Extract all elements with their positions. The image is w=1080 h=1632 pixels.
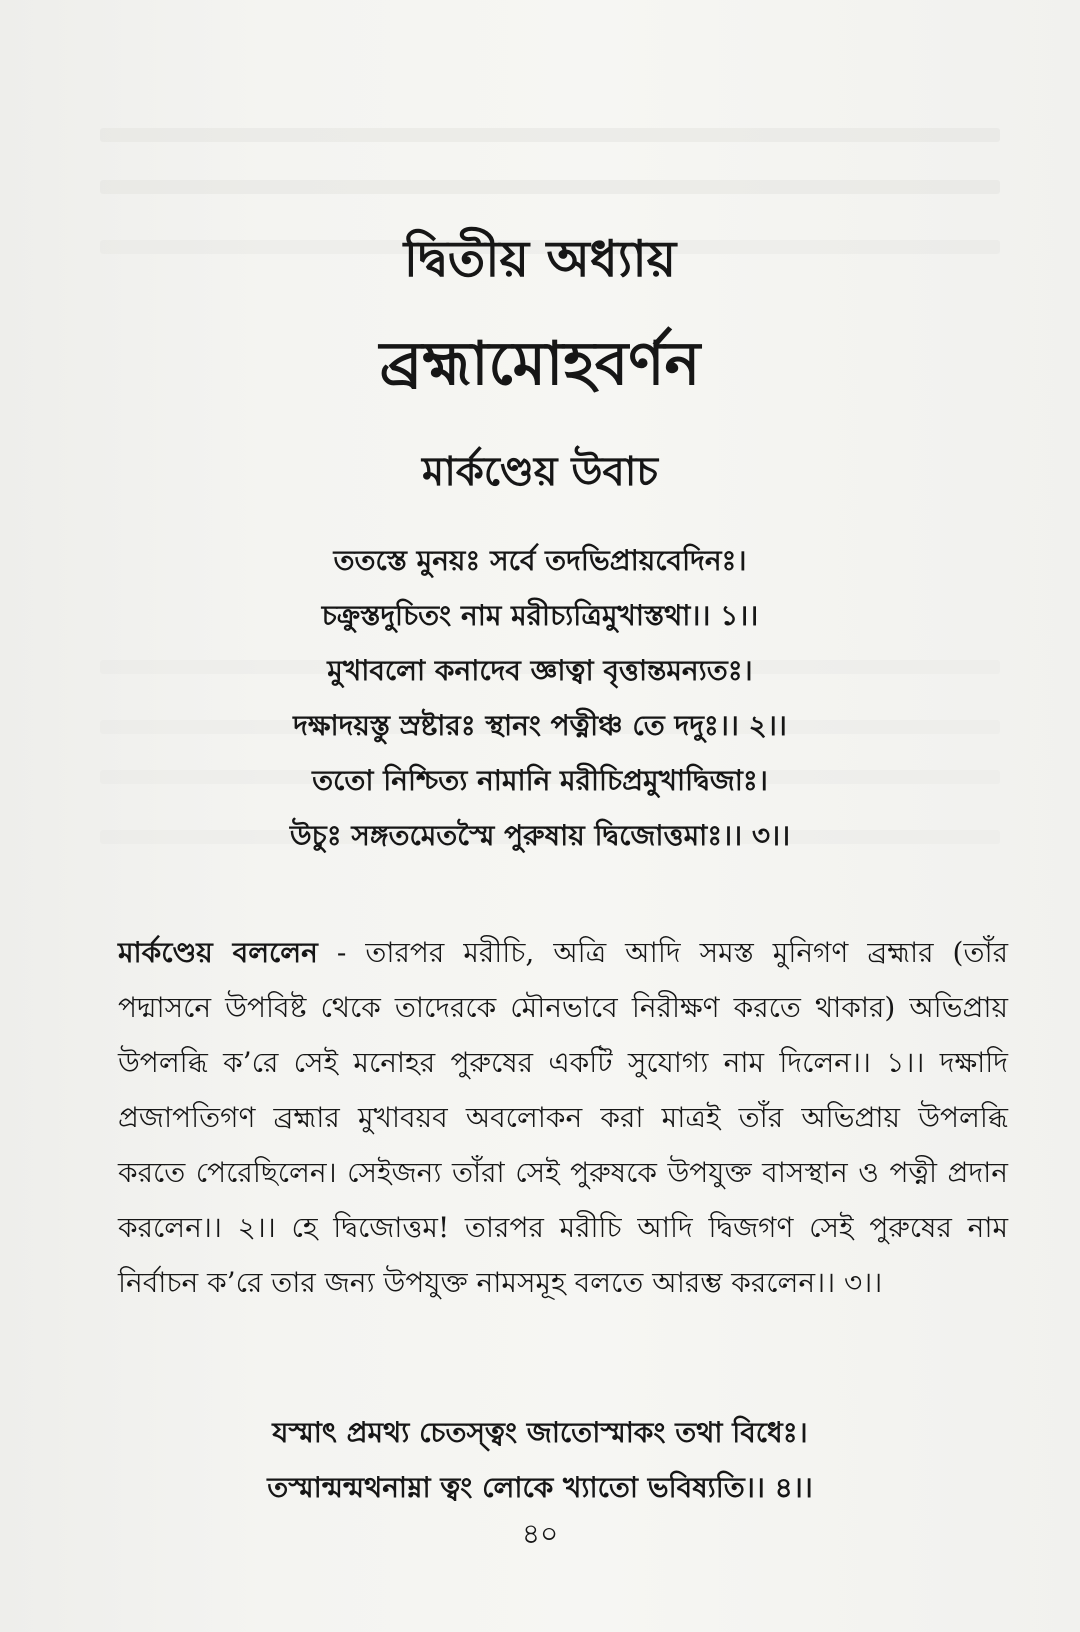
verse-line: ততো নিশ্চিত্য নামানি মরীচিপ্রমুখাদ্বিজাঃ। bbox=[312, 764, 768, 797]
verse-line: ততস্তে মুনয়ঃ সর্বে তদভিপ্রায়বেদিনঃ। bbox=[333, 544, 747, 577]
verse-line: তস্মান্মন্মথনাম্না ত্বং লোকে খ্যাতো ভবিষ্যতি।। ৪।। bbox=[267, 1471, 813, 1504]
chapter-title: দ্বিতীয় অধ্যায় bbox=[403, 229, 677, 288]
sanskrit-verse-block bbox=[0, 533, 1080, 863]
bleed-through-line bbox=[100, 180, 1000, 194]
chapter-subtitle: ব্রহ্মামোহবর্ণন bbox=[379, 329, 701, 399]
verse-line: যস্মাৎ প্রমথ্য চেতস্ত্বং জাতোস্মাকং তথা বিধেঃ। bbox=[272, 1416, 808, 1449]
verse-line: চক্রুস্তদুচিতং নাম মরীচ্যত্রিমুখাস্তথা।। ১।। bbox=[321, 599, 759, 632]
verse-line: দক্ষাদয়স্তু স্রষ্টারঃ স্থানং পত্নীঞ্চ তে দদুঃ।। ২।। bbox=[293, 709, 787, 742]
bengali-translation bbox=[118, 925, 1008, 1310]
verse-line: মুখাবলো কনাদেব জ্ঞাত্বা বৃত্তান্তমন্যতঃ। bbox=[327, 654, 753, 687]
sanskrit-verse-block bbox=[0, 1405, 1080, 1515]
translation-text: - তারপর মরীচি, অত্রি আদি সমস্ত মুনিগণ ব্রহ্মার (তাঁর পদ্মাসনে উপবিষ্ট থেকে তাদেরকে মৌনভাবে নিরীক্ষণ করতে থাকার) অভিপ্রায় উপলব্ধি ক’রে সেই মনোহর পুরুষের একটি সুযোগ্য নাম দিলেন।। ১।। দক্ষাদি প্রজাপতিগণ ব্রহ্মার মুখাবয়ব অবলোকন করা মাত্রই তাঁর অভিপ্রায় উপলব্ধি করতে পেরেছিলেন। সেইজন্য তাঁরা সেই পুরুষকে উপযুক্ত বাসস্থান ও পত্নী প্রদান করলেন।। ২।। হে দ্বিজোত্তম! তারপর মরীচি আদি দ্বিজগণ সেই পুরুষের নাম নির্বাচন ক’রে তার জন্য উপযুক্ত নামসমূহ বলতে আরম্ভ করলেন।। ৩।। bbox=[118, 936, 1009, 1299]
bleed-through-line bbox=[100, 128, 1000, 142]
translation-lead-in: মার্কণ্ডেয় বললেন bbox=[118, 936, 318, 969]
translation-paragraph bbox=[118, 925, 1008, 1310]
page-number: ৪০ bbox=[521, 1517, 559, 1550]
verse-line: উচুঃ সঙ্গতমেতস্মৈ পুরুষায় দ্বিজোত্তমাঃ।। ৩।। bbox=[289, 819, 791, 852]
speaker-heading: মার্কণ্ডেয় উবাচ bbox=[422, 448, 658, 495]
